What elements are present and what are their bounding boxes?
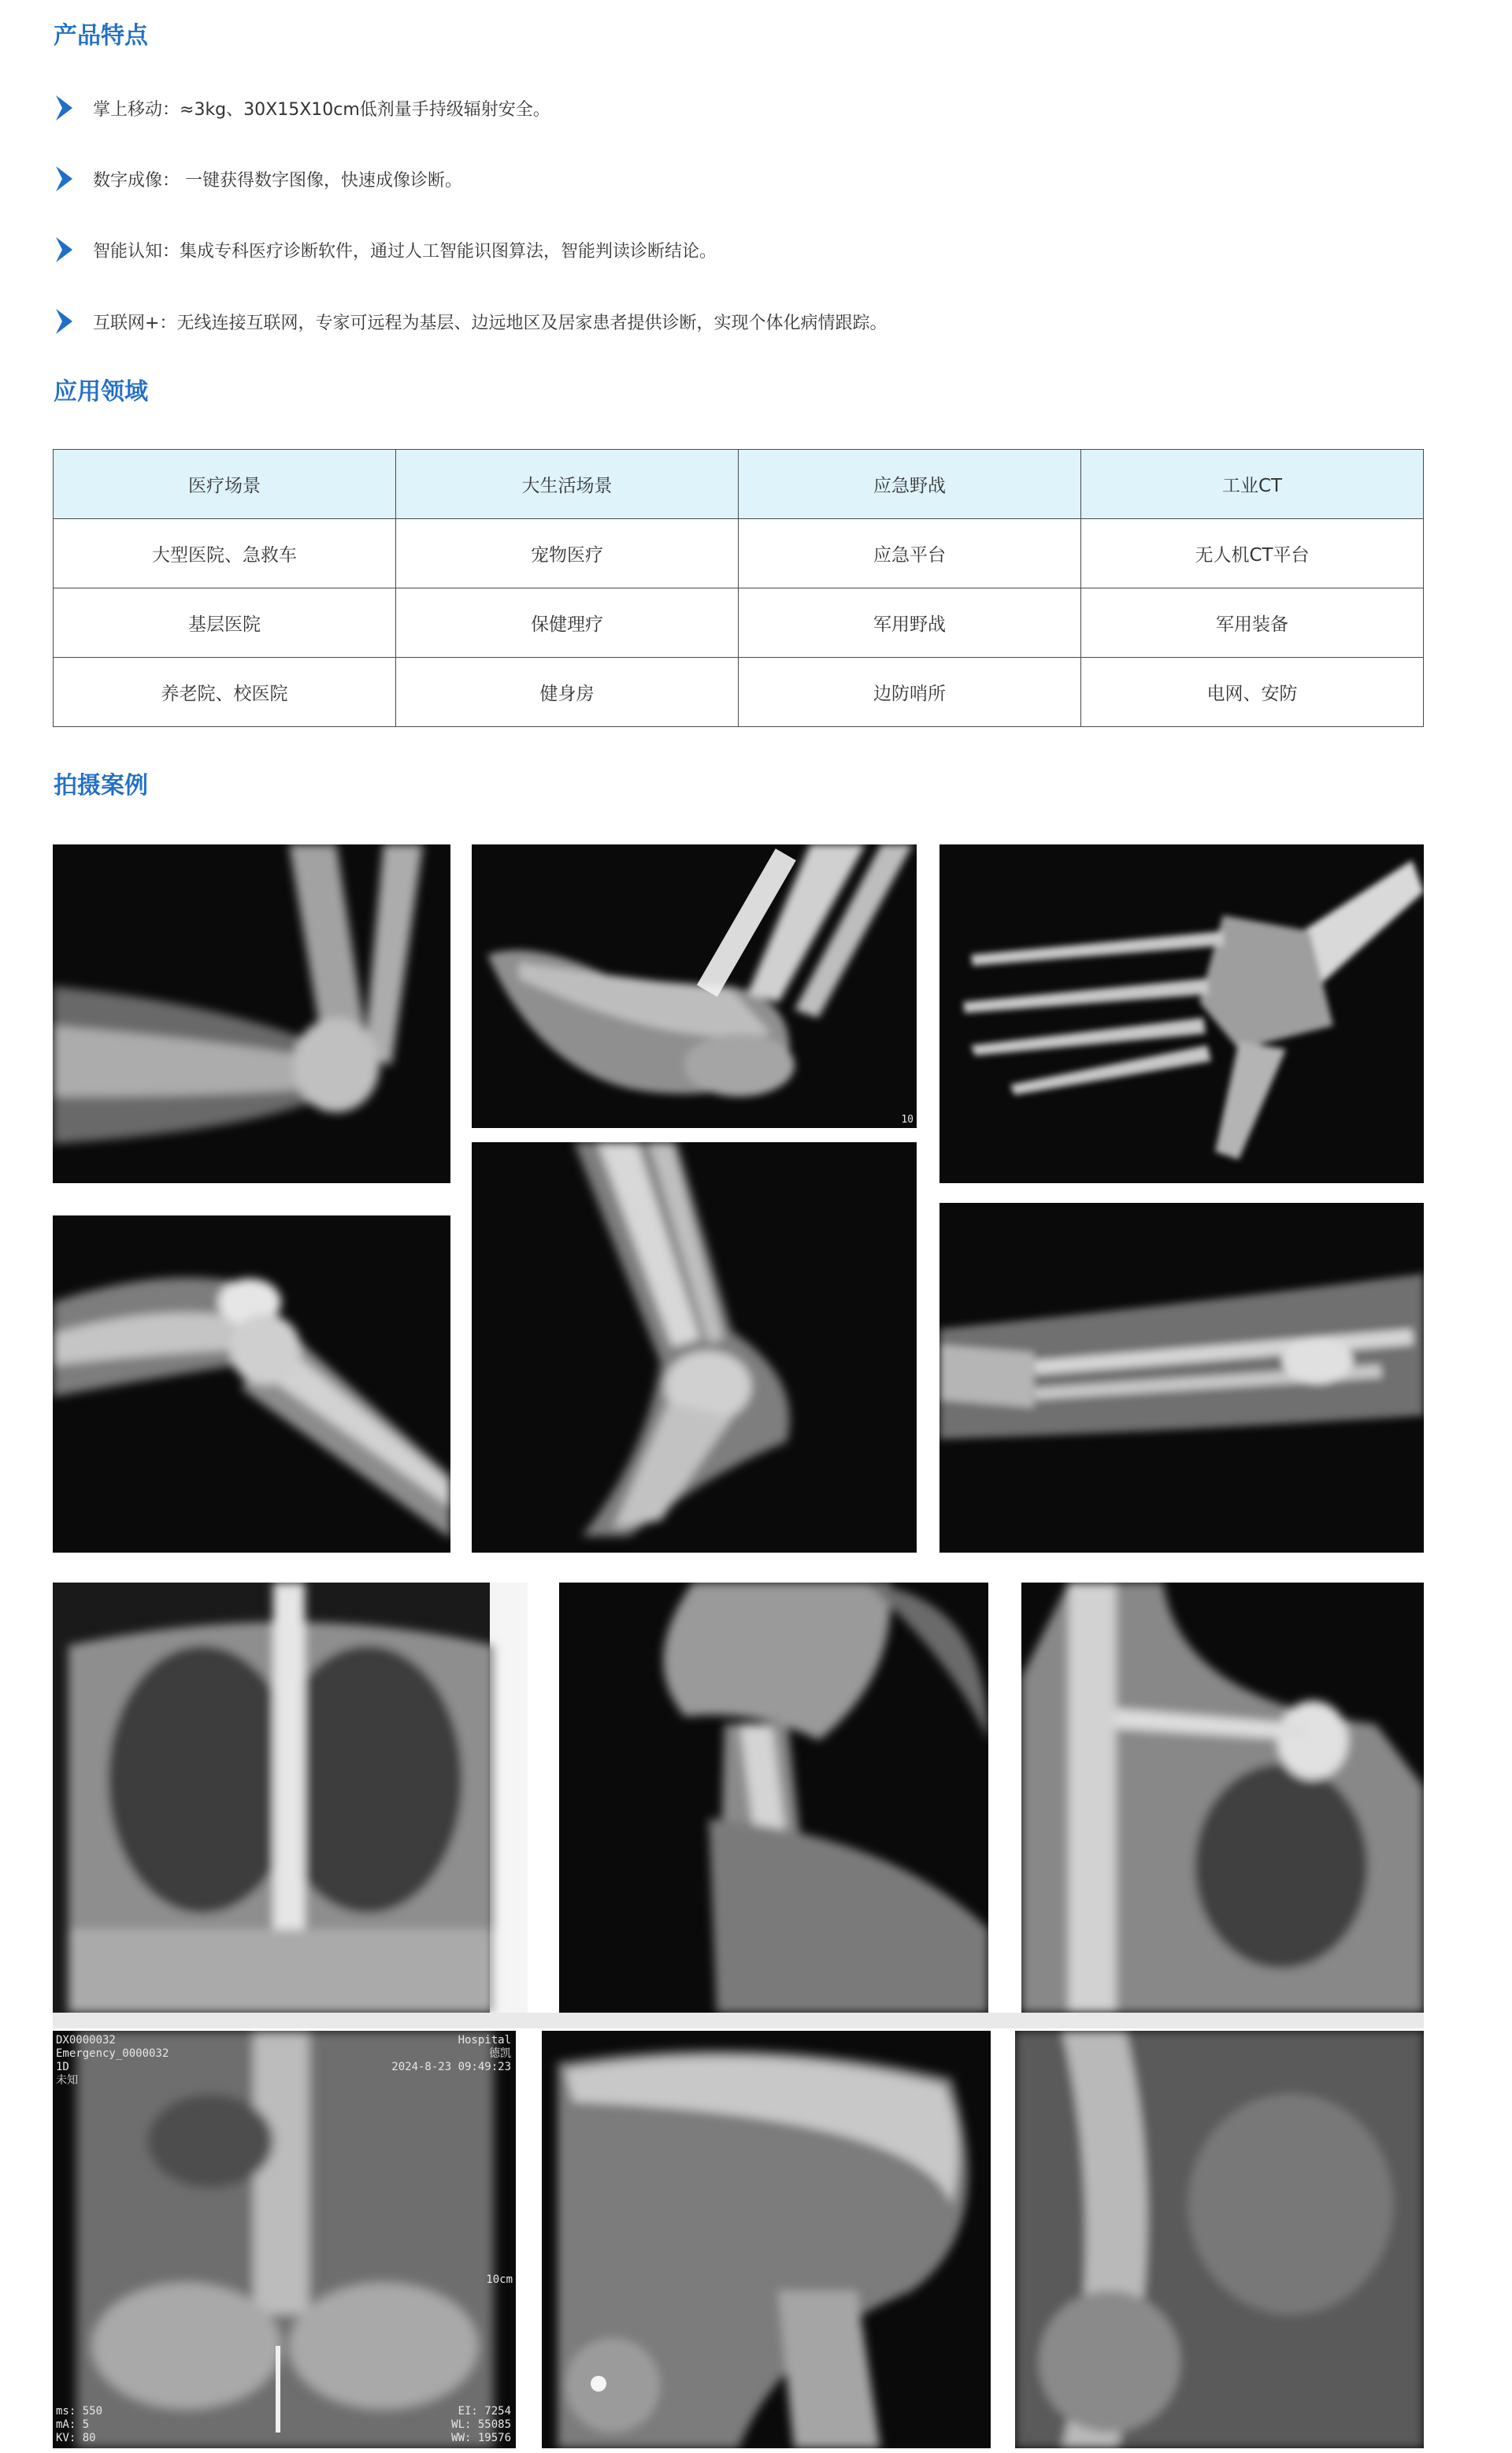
- table-cell: 军用野战: [739, 588, 1081, 658]
- xray-skull-lateral-image: [542, 2031, 991, 2448]
- feature-item: [54, 306, 887, 337]
- xray-forearm-image: [939, 1203, 1424, 1553]
- gallery-divider: [53, 2013, 1424, 2028]
- table-cell: 宠物医疗: [396, 519, 739, 588]
- dx-overlay-top-left: DX0000032 Emergency_0000032 1D 未知: [56, 2034, 169, 2087]
- feature-label: 掌上移动：: [93, 99, 180, 120]
- feature-item: [54, 234, 717, 265]
- table-header-cell: 工业CT: [1081, 450, 1424, 519]
- xray-knee-image: [53, 1215, 450, 1553]
- xray-chest-image: [53, 1583, 528, 2013]
- table-cell: 边防哨所: [739, 658, 1081, 727]
- table-cell: 无人机CT平台: [1081, 519, 1424, 588]
- dx-overlay-scale: 10cm: [486, 2273, 513, 2286]
- feature-item: [54, 92, 550, 124]
- table-cell: 保健理疗: [396, 588, 739, 658]
- table-cell: 健身房: [396, 658, 739, 727]
- foot-image-label: 10: [901, 1114, 914, 1126]
- feature-label: 智能认知：: [93, 241, 180, 262]
- features-title: 产品特点: [54, 22, 148, 50]
- feature-body: 一键获得数字图像，快速成像诊断。: [180, 170, 463, 191]
- xray-shoulder-image: [1021, 1583, 1424, 2013]
- xray-hand-image: [939, 844, 1424, 1183]
- cases-title: 拍摄案例: [54, 772, 148, 800]
- table-cell: 军用装备: [1081, 588, 1424, 658]
- xray-foot-fixation-image: [472, 844, 917, 1128]
- table-header-row: [54, 450, 1424, 519]
- applications-title: 应用领域: [54, 378, 148, 406]
- xray-spine-pelvis-image: [53, 2031, 516, 2448]
- chevron-right-icon: [54, 234, 76, 265]
- chevron-right-icon: [54, 92, 76, 124]
- xray-elbow-image: [53, 844, 450, 1183]
- applications-table: [53, 449, 1424, 727]
- table-row: [54, 588, 1424, 658]
- table-cell: 电网、安防: [1081, 658, 1424, 727]
- table-cell: 养老院、校医院: [54, 658, 396, 727]
- xray-head-neck-lateral-image: [559, 1583, 988, 2013]
- table-header-cell: 应急野战: [739, 450, 1081, 519]
- dx-overlay-bottom-right: EI: 7254 WL: 55085 WW: 19576: [451, 2405, 511, 2444]
- dx-overlay-top-right: Hospital 德凯 2024-8-23 09:49:23: [391, 2034, 511, 2073]
- feature-body: 无线连接互联网，专家可远程为基层、边远地区及居家患者提供诊断，实现个体化病情跟踪。: [176, 313, 888, 333]
- table-row: [54, 658, 1424, 727]
- xray-lumbar-spine-lateral-image: [1015, 2031, 1424, 2448]
- feature-item: [54, 163, 462, 195]
- table-row: [54, 519, 1424, 588]
- feature-body: 集成专科医疗诊断软件，通过人工智能识图算法，智能判读诊断结论。: [180, 241, 717, 262]
- feature-body: ≈3kg、30X15X10cm低剂量手持级辐射安全。: [180, 99, 550, 120]
- dx-overlay-bottom-left: ms: 550 mA: 5 KV: 80: [56, 2405, 103, 2444]
- xray-ankle-image: [472, 1142, 917, 1553]
- table-cell: 大型医院、急救车: [54, 519, 396, 588]
- table-cell: 基层医院: [54, 588, 396, 658]
- feature-label: 互联网+：: [93, 313, 177, 333]
- chevron-right-icon: [54, 306, 76, 337]
- table-header-cell: 大生活场景: [396, 450, 739, 519]
- feature-label: 数字成像：: [93, 170, 180, 191]
- table-cell: 应急平台: [739, 519, 1081, 588]
- table-header-cell: 医疗场景: [54, 450, 396, 519]
- chevron-right-icon: [54, 163, 76, 195]
